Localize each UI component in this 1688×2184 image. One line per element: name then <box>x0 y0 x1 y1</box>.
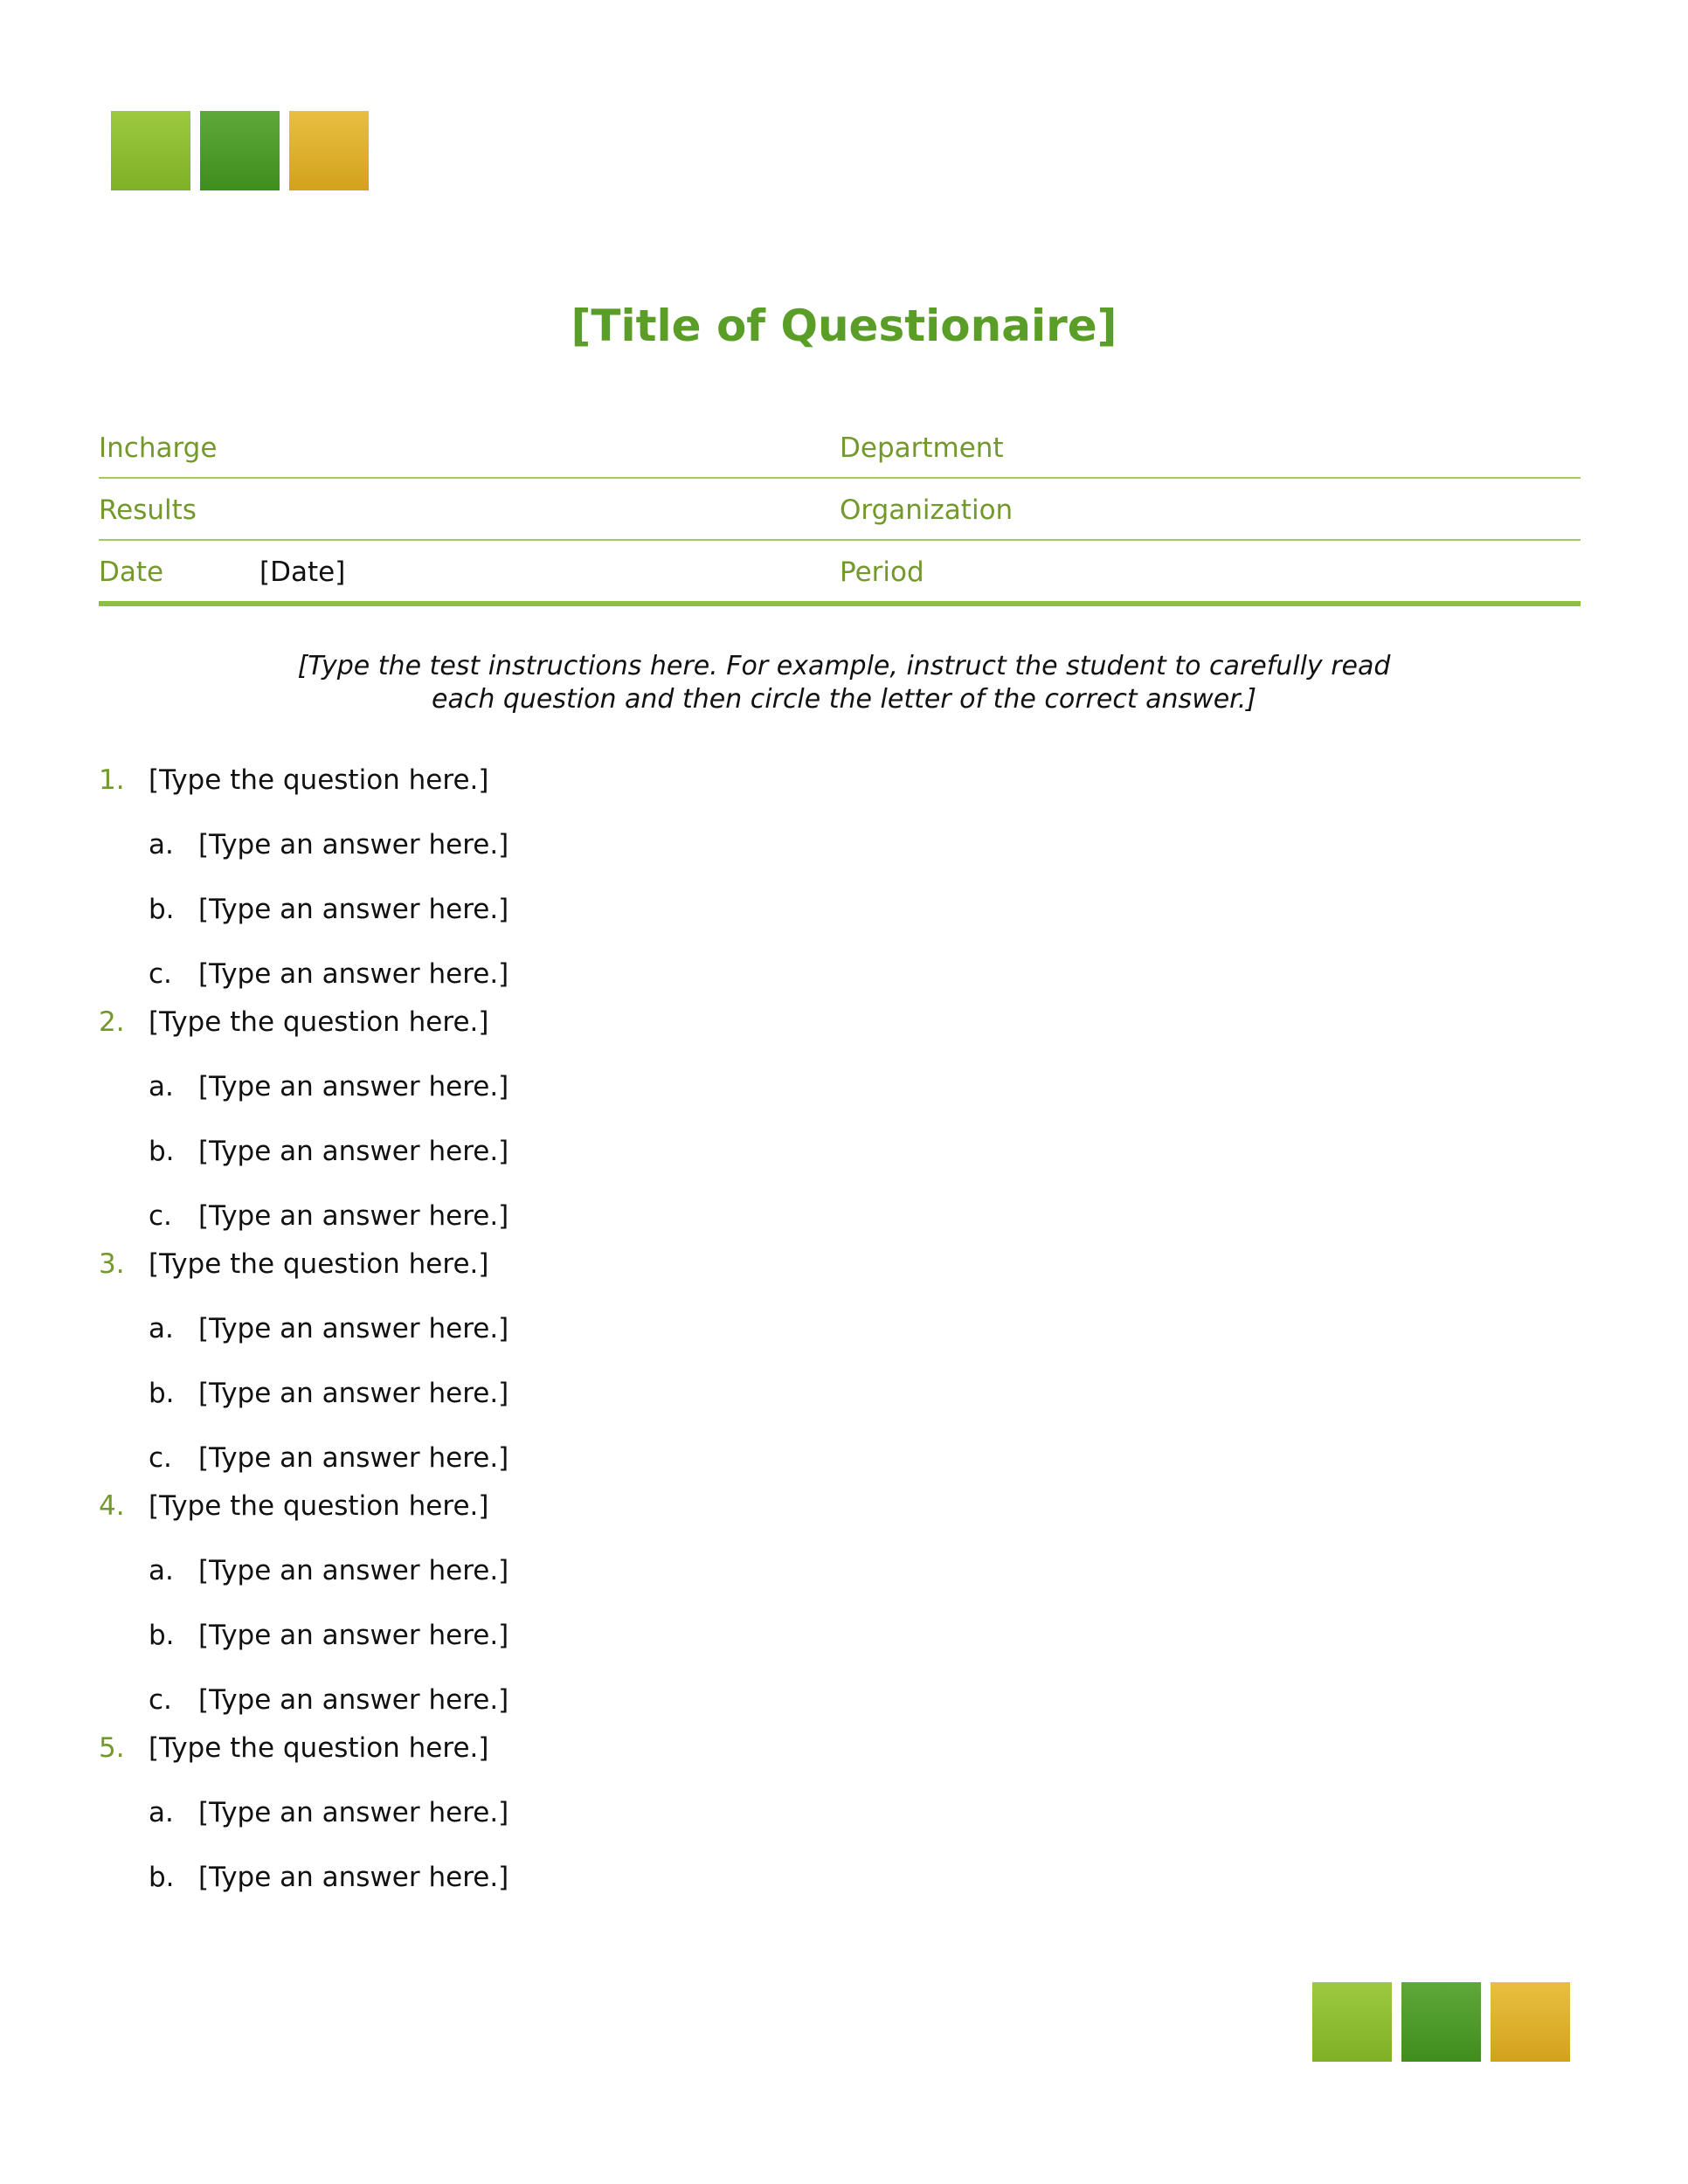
question-text: [Type the question here.] <box>149 1490 489 1522</box>
answer-letter: b. <box>149 1378 175 1409</box>
question-text: [Type the question here.] <box>149 764 489 796</box>
answer-letter: b. <box>149 1862 175 1893</box>
question-text: [Type the question here.] <box>149 1248 489 1280</box>
answer-text: [Type an answer here.] <box>198 958 509 990</box>
info-table <box>99 417 1581 606</box>
answer-text: [Type an answer here.] <box>198 1071 509 1102</box>
answer-letter: b. <box>149 1620 175 1651</box>
answer-text: [Type an answer here.] <box>198 1313 509 1344</box>
question-text: [Type the question here.] <box>149 1732 489 1764</box>
info-row-results <box>99 479 1581 541</box>
answer-letter: b. <box>149 1136 175 1167</box>
lime-square-icon <box>1312 1982 1392 2062</box>
lime-square-icon <box>111 111 190 190</box>
instructions[interactable] <box>262 650 1426 716</box>
period-label: Period <box>840 556 924 588</box>
answer-letter: c. <box>149 1684 172 1716</box>
question-number: 2. <box>99 1006 125 1038</box>
answer-letter: a. <box>149 1797 174 1828</box>
answer-text: [Type an answer here.] <box>198 1136 509 1167</box>
info-row-date <box>99 541 1581 606</box>
answer-letter: a. <box>149 1071 174 1102</box>
green-square-icon <box>1401 1982 1481 2062</box>
question-number: 1. <box>99 764 125 796</box>
answer-letter: b. <box>149 894 175 925</box>
header-decoration <box>111 111 369 190</box>
answer-text: [Type an answer here.] <box>198 1620 509 1651</box>
footer-decoration <box>1312 1982 1570 2062</box>
answer-letter: c. <box>149 1200 172 1232</box>
answer-text: [Type an answer here.] <box>198 1862 509 1893</box>
gold-square-icon <box>289 111 369 190</box>
answer-text: [Type an answer here.] <box>198 1684 509 1716</box>
answer-letter: c. <box>149 958 172 990</box>
answer-text: [Type an answer here.] <box>198 1555 509 1586</box>
department-label: Department <box>840 432 1004 464</box>
question-text: [Type the question here.] <box>149 1006 489 1038</box>
answer-text: [Type an answer here.] <box>198 1378 509 1409</box>
answer-letter: a. <box>149 1555 174 1586</box>
answer-letter: a. <box>149 1313 174 1344</box>
question-number: 3. <box>99 1248 125 1280</box>
organization-label: Organization <box>840 494 1013 526</box>
answer-text: [Type an answer here.] <box>198 894 509 925</box>
instructions-line-1: [Type the test instructions here. For example, instruct the student to carefully read <box>297 651 1391 681</box>
document-title[interactable]: [Title of Questionaire] <box>571 301 1117 351</box>
info-row-incharge <box>99 417 1581 479</box>
answer-text: [Type an answer here.] <box>198 1797 509 1828</box>
answer-text: [Type an answer here.] <box>198 1200 509 1232</box>
instructions-line-2: each question and then circle the letter of the correct answer.] <box>431 684 1257 715</box>
question-number: 4. <box>99 1490 125 1522</box>
answer-text: [Type an answer here.] <box>198 1442 509 1474</box>
date-field[interactable]: [Date] <box>259 556 346 588</box>
date-label: Date <box>99 556 164 588</box>
incharge-label: Incharge <box>99 432 218 464</box>
gold-square-icon <box>1491 1982 1570 2062</box>
answer-text: [Type an answer here.] <box>198 829 509 860</box>
answer-letter: a. <box>149 829 174 860</box>
question-number: 5. <box>99 1732 125 1764</box>
results-label: Results <box>99 494 197 526</box>
answer-letter: c. <box>149 1442 172 1474</box>
green-square-icon <box>200 111 280 190</box>
